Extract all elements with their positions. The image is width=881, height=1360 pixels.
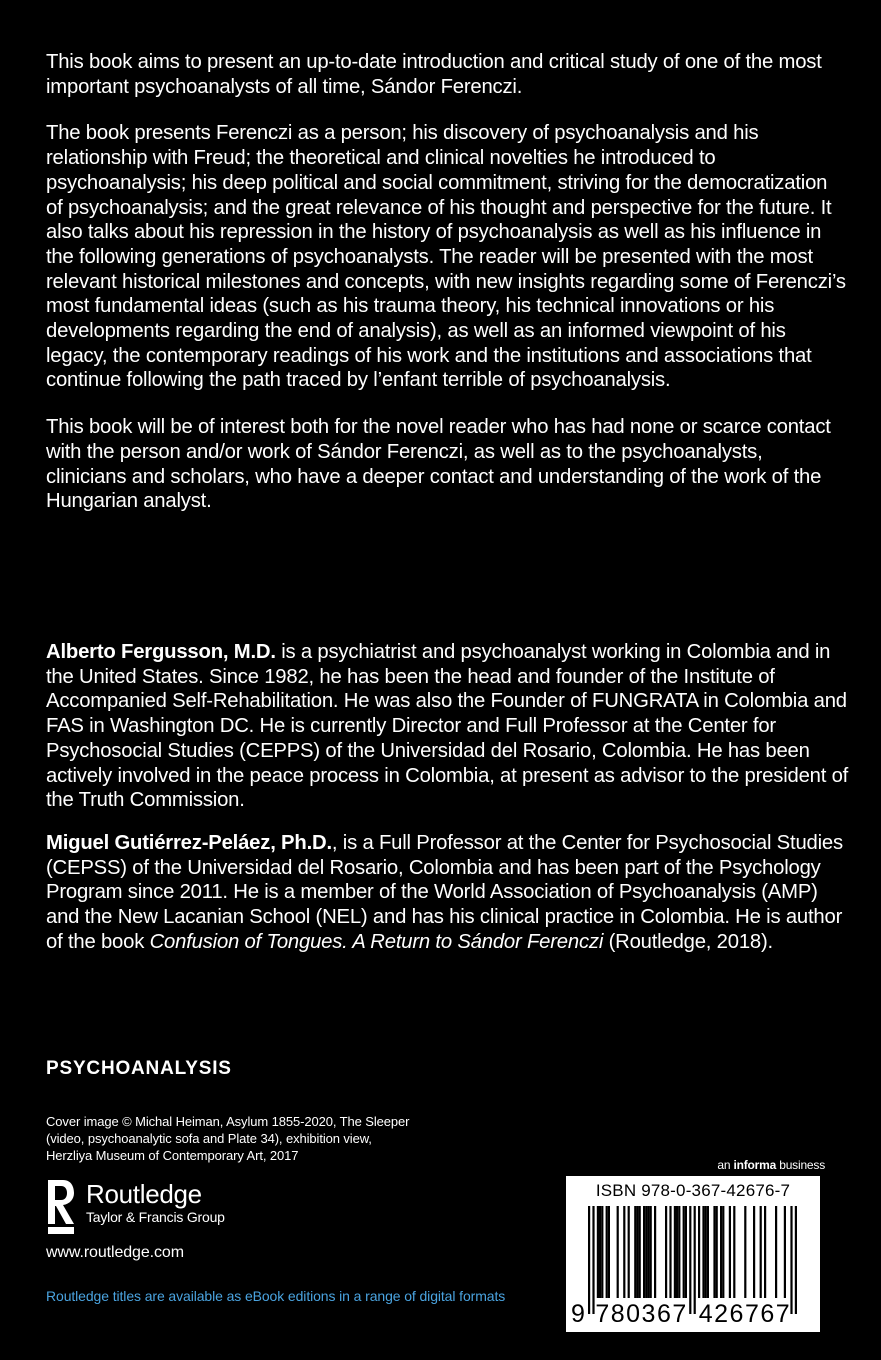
barcode-bar bbox=[729, 1206, 731, 1298]
barcode-digit: 6 bbox=[760, 1300, 775, 1328]
barcode-digit: 7 bbox=[775, 1300, 790, 1328]
informa-word: informa bbox=[733, 1158, 777, 1172]
barcode-digit: 4 bbox=[698, 1300, 713, 1328]
barcode-bar bbox=[628, 1206, 630, 1298]
barcode-bar bbox=[676, 1206, 678, 1298]
blurb-paragraph-3: This book will be of interest both for the novel reader who has had none or scarce contact with the person and/or work of Sándor Ferenczi, as well as to the psychoanalysts, clinicians and scholars, who have a deeper contact and understanding of the work of the Hungarian analyst. bbox=[46, 416, 831, 513]
barcode-digit: 2 bbox=[714, 1300, 729, 1328]
barcode-bar bbox=[764, 1206, 766, 1298]
barcode-bar bbox=[636, 1206, 638, 1298]
ebook-note: Routledge titles are available as eBook editions in a range of digital formats bbox=[46, 1288, 506, 1304]
barcode-bar bbox=[733, 1206, 735, 1298]
barcode-bar bbox=[654, 1206, 656, 1298]
barcode-bar bbox=[694, 1206, 696, 1314]
publisher-logo bbox=[46, 1178, 225, 1236]
author-2-tail: (Routledge, 2018). bbox=[603, 930, 773, 953]
barcode-digit: 9 bbox=[571, 1300, 585, 1328]
barcode-bar bbox=[643, 1206, 645, 1298]
isbn-barcode bbox=[566, 1176, 820, 1332]
author-bio-2 bbox=[46, 831, 856, 955]
barcode-bar bbox=[617, 1206, 619, 1298]
subject-category: PSYCHOANALYSIS bbox=[46, 1058, 232, 1079]
barcode-bar bbox=[634, 1206, 636, 1298]
barcode-bar bbox=[623, 1206, 625, 1298]
barcode-bar bbox=[645, 1206, 647, 1298]
barcode-bar bbox=[716, 1206, 718, 1298]
author-2-name: Miguel Gutiérrez-Peláez, Ph.D. bbox=[46, 831, 332, 854]
barcode-bar bbox=[674, 1206, 676, 1298]
barcode-bar bbox=[702, 1206, 704, 1298]
barcode-bar bbox=[720, 1206, 722, 1298]
barcode-bar bbox=[685, 1206, 687, 1298]
cover-image-credit bbox=[46, 1113, 486, 1164]
barcode-bar bbox=[775, 1206, 777, 1298]
barcode-bar bbox=[683, 1206, 685, 1298]
isbn-label: ISBN 978-0-367-42676-7 bbox=[595, 1181, 791, 1200]
barcode-digit: 3 bbox=[641, 1300, 656, 1328]
barcode-digit: 6 bbox=[729, 1300, 744, 1328]
author-1-text: is a psychiatrist and psychoanalyst working in Colombia and in the United States. Since 1982, he has been the head and founder of the Institute of Accompanied Self-Rehabilitation. He was also the Founder of FUNGRATA in Colombia and FAS in Washington DC. He is currently Director and Full Professor at the Center for Psychosocial Studies (CEPPS) of the Universidad del Rosario, Colombia. He has been actively involved in the peace process in Colombia, at present as advisor to the president of the Truth Commission. bbox=[46, 641, 849, 812]
barcode-bar bbox=[744, 1206, 746, 1298]
publisher-url[interactable]: www.routledge.com bbox=[46, 1244, 184, 1261]
barcode-graphic bbox=[566, 1176, 820, 1332]
blurb-paragraph-1: This book aims to present an up-to-date introduction and critical study of one of the most important psychoanalysts of all time, Sándor Ferenczi. bbox=[46, 51, 822, 98]
informa-business-tag bbox=[717, 1158, 825, 1172]
barcode-digit: 7 bbox=[744, 1300, 759, 1328]
barcode-bar bbox=[713, 1206, 715, 1298]
informa-suffix: business bbox=[776, 1158, 825, 1172]
barcode-bar bbox=[639, 1206, 641, 1298]
author-2-book-title: Confusion of Tongues. A Return to Sándor Ferenczi bbox=[149, 930, 604, 953]
credit-line-2: (video, psychoanalytic sofa and Plate 34), exhibition view, bbox=[46, 1131, 372, 1146]
barcode-digit: 0 bbox=[626, 1300, 641, 1328]
barcode-bar bbox=[647, 1206, 649, 1298]
publisher-name: Routledge bbox=[86, 1179, 202, 1209]
barcode-digit: 7 bbox=[595, 1300, 610, 1328]
barcode-bar bbox=[597, 1206, 599, 1298]
credit-line-3: Herzliya Museum of Contemporary Art, 2017 bbox=[46, 1148, 299, 1163]
barcode-bar bbox=[698, 1206, 700, 1298]
barcode-bar bbox=[601, 1206, 603, 1298]
blurb-paragraph-2: The book presents Ferenczi as a person; his discovery of psychoanalysis and his relationship with Freud; the theoretical and clinical novelties he introduced to psychoanalysis; his deep political and social commitment, striving for the democratization of psychoanalysis; and the great relevance of his thought and perspective for the future. It also talks about his repression in the history of psychoanalysis as well as his influence in the following generations of psychoanalysts. The reader will be presented with the most relevant historical milestones and concepts, with new insights regarding some of Ferenczi’s most fundamental ideas (such as his trauma theory, his technical innovations or his developments regarding the end of analysis), as well as an informed viewpoint of his legacy, the contemporary readings of his work and the institutions and associations that continue following the path traced by l’enfant terrible of psychoanalysis. bbox=[46, 122, 846, 392]
barcode-bar bbox=[784, 1206, 786, 1298]
barcode-bar bbox=[678, 1206, 680, 1298]
barcode-bar bbox=[707, 1206, 709, 1298]
barcode-bar bbox=[606, 1206, 608, 1298]
barcode-bar bbox=[599, 1206, 601, 1298]
barcode-digit: 8 bbox=[610, 1300, 625, 1328]
barcode-bar bbox=[588, 1206, 590, 1314]
routledge-r-icon bbox=[46, 1178, 76, 1236]
barcode-bar bbox=[760, 1206, 762, 1298]
barcode-bar bbox=[753, 1206, 755, 1298]
barcode-bar bbox=[795, 1206, 797, 1314]
barcode-bar bbox=[650, 1206, 652, 1298]
barcode-bar bbox=[608, 1206, 610, 1298]
credit-line-1: Cover image © Michal Heiman, Asylum 1855-2020, The Sleeper bbox=[46, 1114, 410, 1129]
author-2-text: , is a Full Professor at the Center for Psychosocial Studies (CEPSS) of the Universidad del Rosario, Colombia and has been part of the Psychology Program since 2011. He is a member of the World Association of Psychoanalysis (AMP) and the New Lacanian School (NEL) and has his clinical practice in Colombia. He is author of the book bbox=[46, 831, 843, 953]
barcode-bar bbox=[592, 1206, 594, 1314]
barcode-bar bbox=[689, 1206, 691, 1314]
barcode-digit: 6 bbox=[656, 1300, 671, 1328]
book-description bbox=[46, 50, 846, 536]
author-bios bbox=[46, 640, 856, 972]
barcode-bar bbox=[669, 1206, 671, 1298]
barcode-bar bbox=[790, 1206, 792, 1314]
author-bio-1 bbox=[46, 640, 856, 813]
barcode-bar bbox=[705, 1206, 707, 1298]
publisher-group: Taylor & Francis Group bbox=[86, 1209, 225, 1225]
barcode-bar bbox=[665, 1206, 667, 1298]
informa-prefix: an bbox=[717, 1158, 734, 1172]
barcode-bar bbox=[722, 1206, 724, 1298]
author-1-name: Alberto Fergusson, M.D. bbox=[46, 641, 276, 663]
barcode-digit: 7 bbox=[672, 1300, 687, 1328]
